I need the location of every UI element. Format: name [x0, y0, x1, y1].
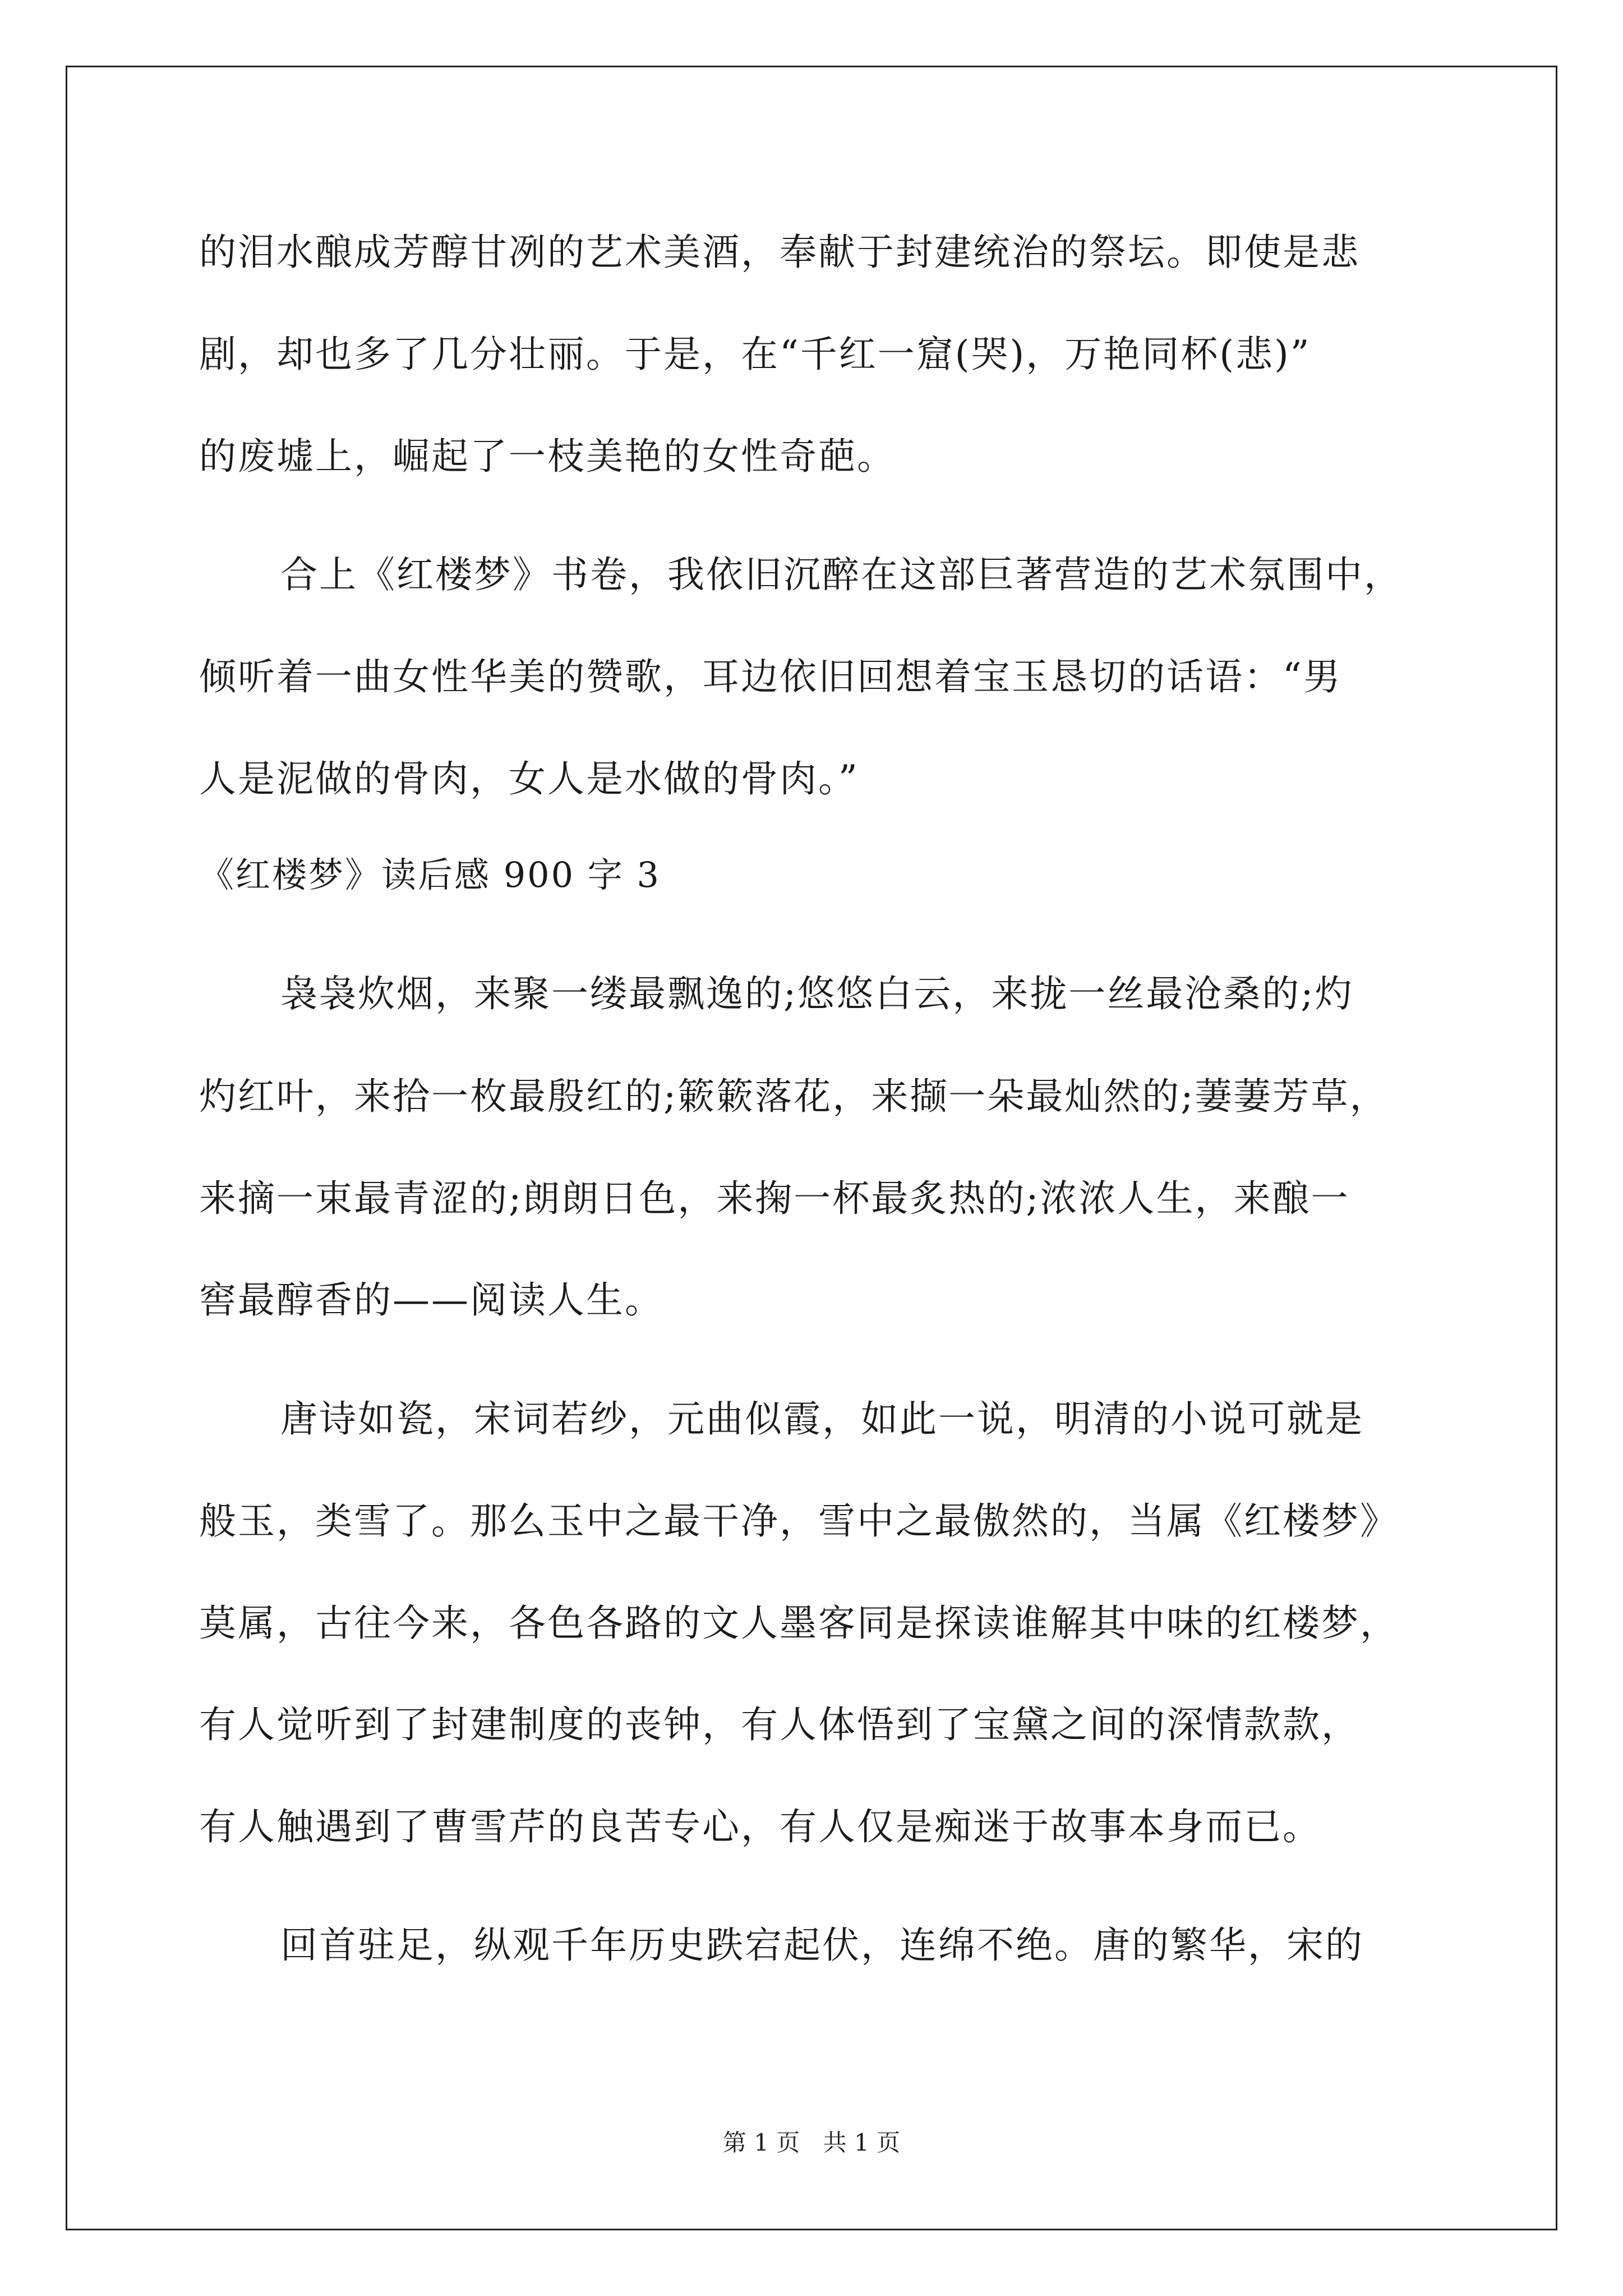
page-number: 第 1 页	[722, 2129, 800, 2156]
text-line-9: 灼红叶，来拾一枚最殷红的;簌簌落花，来撷一朵最灿然的;萋萋芳草，	[199, 1075, 1389, 1118]
text-line-3: 的废墟上，崛起了一枝美艳的女性奇葩。	[199, 435, 896, 478]
text-line-8: 袅袅炊烟，来聚一缕最飘逸的;悠悠白云，来拢一丝最沧桑的;灼	[280, 972, 1354, 1015]
page-border	[66, 66, 1557, 2230]
text-line-5: 倾听着一曲女性华美的赞歌，耳边依旧回想着宝玉恳切的话语：“男	[199, 655, 1342, 698]
text-line-15: 有人觉听到了封建制度的丧钟，有人体悟到了宝黛之间的深情款款，	[199, 1703, 1360, 1746]
text-line-16: 有人触遇到了曹雪芹的良苦专心，有人仅是痴迷于故事本身而已。	[199, 1805, 1321, 1848]
text-line-11: 窖最醇香的——阅读人生。	[199, 1278, 663, 1322]
section-heading: 《红楼梦》读后感 900 字 3	[199, 854, 661, 895]
text-line-17: 回首驻足，纵观千年历史跌宕起伏，连绵不绝。唐的繁华，宋的	[280, 1924, 1364, 1967]
text-line-6: 人是泥做的骨肉，女人是水做的骨肉。”	[199, 757, 859, 800]
page-footer	[0, 2126, 1623, 2160]
text-line-13: 般玉，类雪了。那么玉中之最干净，雪中之最傲然的，当属《红楼梦》	[199, 1499, 1399, 1543]
text-line-12: 唐诗如瓷，宋词若纱，元曲似霞，如此一说，明清的小说可就是	[280, 1397, 1364, 1441]
text-line-10: 来摘一束最青涩的;朗朗日色，来掬一杯最炙热的;浓浓人生，来酿一	[199, 1177, 1350, 1220]
text-line-2: 剧，却也多了几分壮丽。于是，在“千红一窟(哭)，万艳同杯(悲)”	[199, 333, 1311, 376]
text-line-4: 合上《红楼梦》书卷，我依旧沉醉在这部巨著营造的艺术氛围中，	[280, 553, 1403, 596]
page-total: 共 1 页	[823, 2129, 901, 2156]
text-line-14: 莫属，古往今来，各色各路的文人墨客同是探读谁解其中味的红楼梦，	[199, 1602, 1399, 1645]
text-line-1: 的泪水酿成芳醇甘冽的艺术美酒，奉献于封建统治的祭坛。即使是悲	[199, 231, 1360, 274]
